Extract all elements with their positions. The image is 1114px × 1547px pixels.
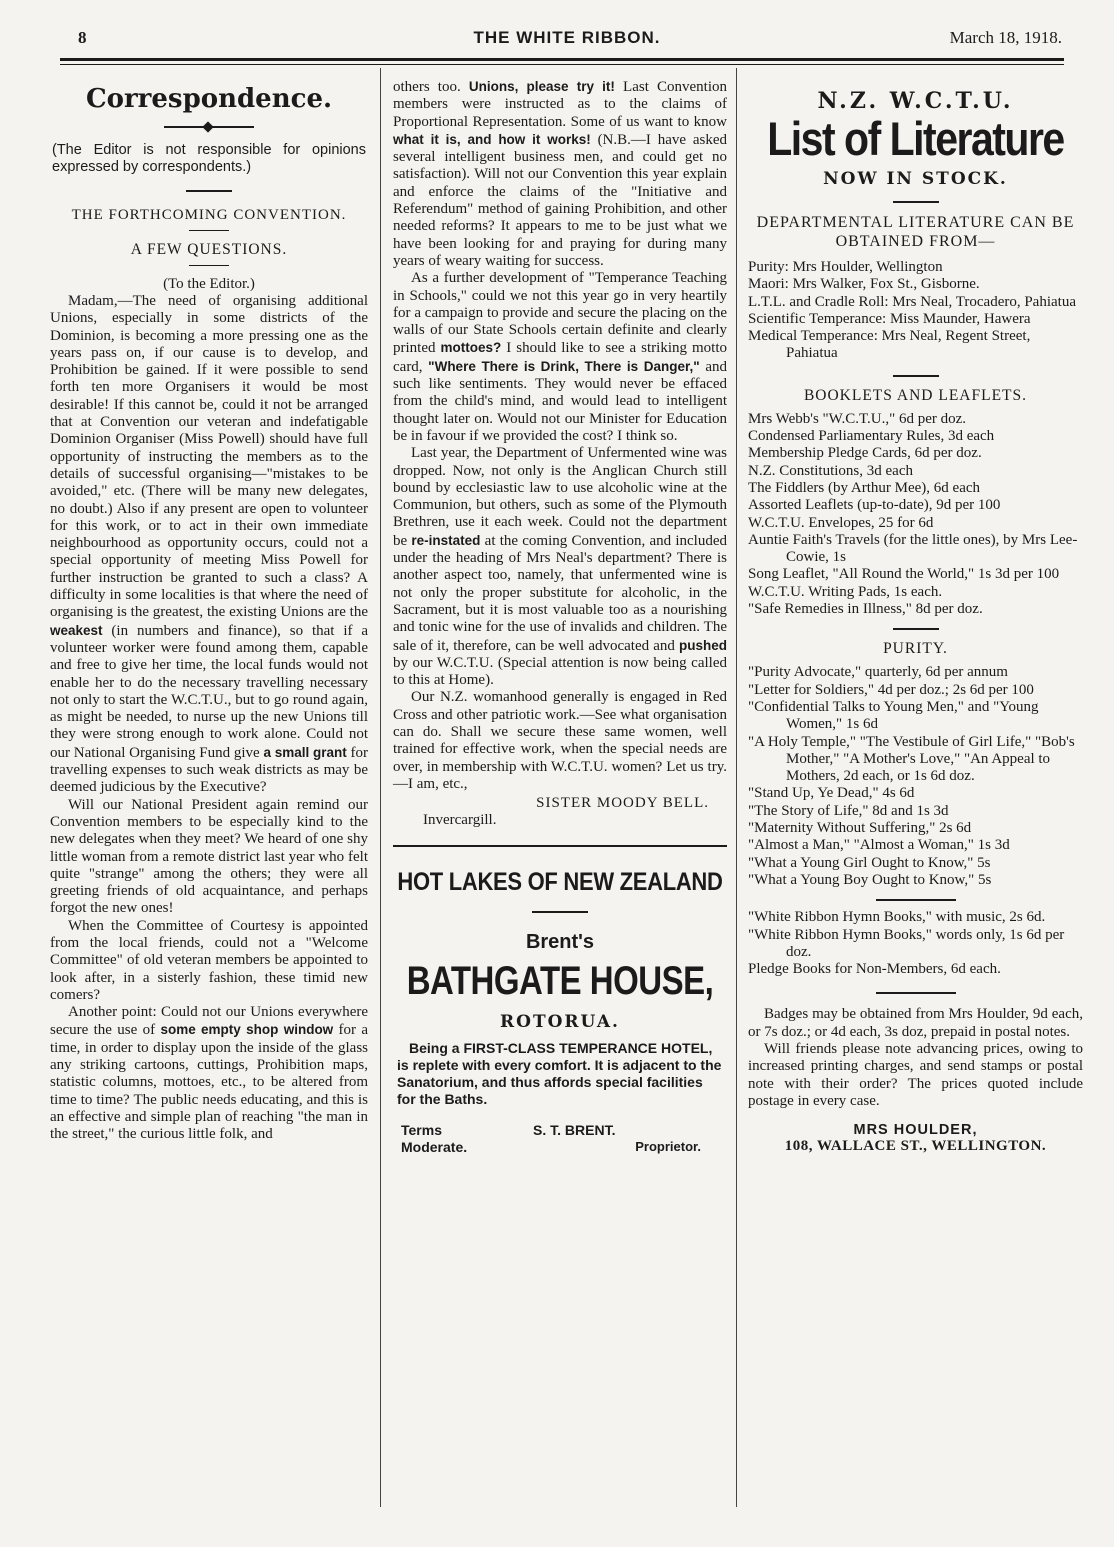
paragraph: Last year, the Department of Unfermented wine was dropped. Now, not only is the Anglican Church still bound by ecclesiastic law to use alcoholic wine at the Communion, but others, such as some of the Plymouth Brethren, use it each week. Could not the department be re-instated at the coming Convention, and included under the heading of Mrs Neal's department? There is another aspect too, namely, that unfermented wine is not only the proper substitute for alcoholic, in the Sacrament, but it is most valuable too as a nourishing and tonic wine for the use of invalids and children. The sale of it, therefore, can be well advocated and pushed by our W.C.T.U. (Special attention is now being called to this at Home). [393, 445, 728, 689]
ad-footer [393, 1122, 727, 1162]
column-literature-list [748, 78, 1083, 1155]
booklet-item: Assorted Leaflets (up-to-date), 9d per 100 [748, 497, 1001, 514]
booklet-item: Auntie Faith's Travels (for the little ones), by Mrs Lee-Cowie, 1s [748, 531, 1078, 566]
purity-item: "Purity Advocate," quarterly, 6d per annum [748, 664, 1008, 681]
ad-terms: Terms Moderate. [401, 1122, 468, 1156]
column-letter-continued [393, 78, 727, 1162]
purity-item: "The Story of Life," 8d and 1s 3d [748, 802, 949, 819]
paragraph: Another point: Could not our Unions everywhere secure the use of some empty shop window for a time, in order to display upon the inside of the glass any striking cartoons, cuttings, Prohibition maps, statistic columns, mottoes, etc., to be altered from time to time? The public needs educating, and this is an effective and simple plan of reaching "the man in the street," the curious little folk, and [50, 1004, 368, 1143]
ad-owner: Brent's [525, 931, 595, 954]
booklet-item: W.C.T.U. Writing Pads, 1s each. [748, 583, 943, 600]
page-header [72, 28, 1062, 50]
purity-item: "Confidential Talks to Young Men," and "Young Women," 1s 6d [748, 698, 1039, 733]
org-heading: N.Z. W.C.T.U. [817, 88, 1014, 114]
paragraph: As a further development of "Temperance Teaching in Schools," could we not this year go in very heartily for a campaign to provide and secure the placing on the walls of our State Schools certain definite and clearly printed mottoes? I should like to see a striking motto card, "Where There is Drink, There is Danger," and such like sentiments. They would never be effaced from the child's mind, and would lead to intelligent thought later on. Would not our Minister for Education be in favour if we provided the cost? I think so. [393, 270, 728, 444]
purity-item: "Stand Up, Ye Dead," 4s 6d [748, 785, 915, 802]
salutation: (To the Editor.) [163, 276, 255, 292]
departmental-heading: DEPARTMENTAL LITERATURE CAN BE OBTAINED FROM— [756, 214, 1075, 250]
letter-body [50, 293, 368, 1144]
booklet-item: The Fiddlers (by Arthur Mee), 6d each [748, 479, 981, 496]
ad-headline: HOT LAKES OF NEW ZEALAND [397, 867, 723, 896]
hymn-book-item: "White Ribbon Hymn Books," with music, 2s 6d. [748, 909, 1046, 926]
purity-item: "A Holy Temple," "The Vestibule of Girl Life," "Bob's Mother," "A Mother's Love," "An Appeal to Mothers, 2d each, or 1s 6d doz. [748, 733, 1075, 785]
ad-proprietor-name: S. T. BRENT. [533, 1122, 616, 1139]
booklet-item: Condensed Parliamentary Rules, 3d each [748, 428, 995, 445]
department-item: L.T.L. and Cradle Roll: Mrs Neal, Trocadero, Pahiatua [748, 293, 1076, 310]
editor-note: (The Editor is not responsible for opinions expressed by correspondents.) [52, 142, 366, 175]
purity-item: "Letter for Soldiers," 4d per doz.; 2s 6d per 100 [748, 681, 1034, 698]
header-rule [60, 58, 1064, 61]
list-subtitle: NOW IN STOCK. [823, 169, 1008, 189]
header-rule-thin [60, 64, 1064, 65]
divider [876, 992, 956, 994]
hotel-advertisement [393, 845, 727, 1162]
hymn-book-item: Pledge Books for Non-Members, 6d each. [748, 961, 1001, 978]
paragraph: When the Committee of Courtesy is appointed from the local friends, could not a "Welcome Committee" of old veteran members be appointed to look after, in a sisterly fashion, these timid new comers? [50, 917, 368, 1003]
booklets-list [748, 411, 1083, 619]
divider [532, 911, 588, 913]
purity-item: "What a Young Girl Ought to Know," 5s [748, 854, 991, 871]
divider [893, 375, 939, 377]
department-item: Maori: Mrs Walker, Fox St., Gisborne. [748, 276, 980, 293]
friends-note: Will friends please note advancing prices, owing to increased printing charges, and send stamps or postal note with their order? The prices quoted include postage in every case. [748, 1040, 1083, 1109]
paragraph: Madam,—The need of organising additional Unions, especially in some districts of the Dominion, is becoming a more pressing one as the years pass on, if our cause is to develop, and Prohibition be gained. If it were possible to send forth ten more Organisers it would be most desirable! If this cannot be, could it not be arranged that at Convention our veteran and indefatigable Dominion Organiser (Miss Powell) should have full opportunity of instructing the members as to the details of successful organising—"mistakes to be avoided," etc. (There will be many new delegates, no doubt.) Also if any present are open to volunteer for this work, or to act in their own immediate neighbourhood as opportunity occurs, could not a special opportunity of meeting Miss Powell for further instruction be granted to such a class? A difficulty in some localities is that where the need of organising is the greatest, the existing Unions are the weakest (in numbers and finance), so that if a volunteer worker were found among them, capable and free to give her time, the local funds would not enable her to do the necessary travelling necessary not only to start the W.C.T.U., but to go round again, as might be needed, to nurse up the new Unions till they were strong enough to work alone. Could not our National Organising Fund give a small grant for travelling expenses to such weak districts as may be deemed judicious by the Executive? [50, 293, 369, 796]
booklets-heading: BOOKLETS AND LEAFLETS. [803, 386, 1028, 404]
section-title: Correspondence. [85, 84, 333, 114]
divider [893, 201, 939, 203]
divider [189, 265, 229, 266]
ad-town: ROTORUA. [500, 1012, 620, 1033]
purity-heading: PURITY. [883, 640, 948, 658]
paragraph: others too. Unions, please try it! Last Convention members were instructed as to the claims of Proportional Representation. Some of us want to know what it is, and how it works! (N.B.—I have asked several intelligent business men, and could get no satisfaction). Will not our Convention this year explain and enforce the claims of the "Initiative and Referendum" method of gaining Prohibition, and other needed reforms? It appears to me to be just what we have been looking for and praying for during many years of weary waiting for success. [393, 79, 728, 269]
signature: SISTER MOODY BELL. [536, 795, 709, 812]
booklet-item: Mrs Webb's "W.C.T.U.," 6d per doz. [748, 410, 967, 427]
column-divider [380, 68, 381, 1507]
booklet-item: N.Z. Constitutions, 3d each [748, 462, 913, 479]
article-subtitle: A FEW QUESTIONS. [130, 241, 288, 258]
divider [186, 190, 232, 192]
booklet-item: Song Leaflet, "All Round the World," 1s 3d per 100 [748, 566, 1060, 583]
issue-date: March 18, 1918. [949, 28, 1062, 47]
ornament-rule [164, 126, 254, 128]
booklet-item: W.C.T.U. Envelopes, 25 for 6d [748, 514, 934, 531]
contact-address: 108, WALLACE ST., WELLINGTON. [784, 1138, 1047, 1155]
booklet-item: Membership Pledge Cards, 6d per doz. [748, 445, 982, 462]
divider [893, 628, 939, 630]
department-item: Scientific Temperance: Miss Maunder, Hawera [748, 310, 1031, 327]
ad-description: Being a FIRST-CLASS TEMPERANCE HOTEL, is replete with every comfort. It is adjacent to the Sanatorium, and thus affords special facilities for the Baths. [397, 1040, 722, 1108]
department-item: Medical Temperance: Mrs Neal, Regent Street, Pahiatua [748, 328, 1031, 362]
publication-title: THE WHITE RIBBON. [473, 28, 661, 47]
paragraph: Will our National President again remind our Convention members to be especially kind to the new delegates when they meet? We heard of one shy little woman from a remote district last year who felt quite "strange" among the others; they were all greeting friends of old acquaintance, and perhaps forgot the new ones! [50, 796, 368, 917]
contact-name: MRS HOULDER, [853, 1122, 978, 1139]
page-number: 8 [78, 28, 87, 47]
column-divider [736, 68, 737, 1507]
ad-proprietor-label: Proprietor. [635, 1139, 701, 1155]
ordering-notes [748, 1006, 1083, 1110]
ad-hotel-name: BATHGATE HOUSE, [406, 958, 714, 1003]
departments-list [748, 259, 1083, 363]
badges-note: Badges may be obtained from Mrs Houlder, 9d each, or 7s doz.; or 4d each, 3s doz, prepaid in postal notes. [748, 1006, 1083, 1040]
paragraph: Our N.Z. womanhood generally is engaged in Red Cross and other patriotic work.—See what organisation can do. Shall we secure these same women, well trained for effective work, when the special needs are over, in membership with W.C.T.U. women? Let us try.—I am, etc., [393, 689, 727, 792]
department-item: Purity: Mrs Houlder, Wellington [748, 259, 943, 275]
signature-place: Invercargill. [423, 812, 497, 829]
booklet-item: "Safe Remedies in Illness," 8d per doz. [748, 601, 983, 618]
divider [189, 230, 229, 231]
purity-item: "Almost a Man," "Almost a Woman," 1s 3d [748, 837, 1010, 854]
article-title: THE FORTHCOMING CONVENTION. [71, 207, 347, 223]
hymns-list [748, 909, 1083, 978]
list-title: List of Literature [767, 112, 1064, 166]
hymn-book-item: "White Ribbon Hymn Books," words only, 1s 6d per doz. [748, 926, 1065, 960]
purity-item: "What a Young Boy Ought to Know," 5s [748, 871, 992, 888]
divider [876, 899, 956, 901]
column-correspondence [50, 78, 368, 1144]
letter-continued [393, 78, 727, 793]
purity-list [748, 664, 1083, 889]
purity-item: "Maternity Without Suffering," 2s 6d [748, 820, 972, 837]
